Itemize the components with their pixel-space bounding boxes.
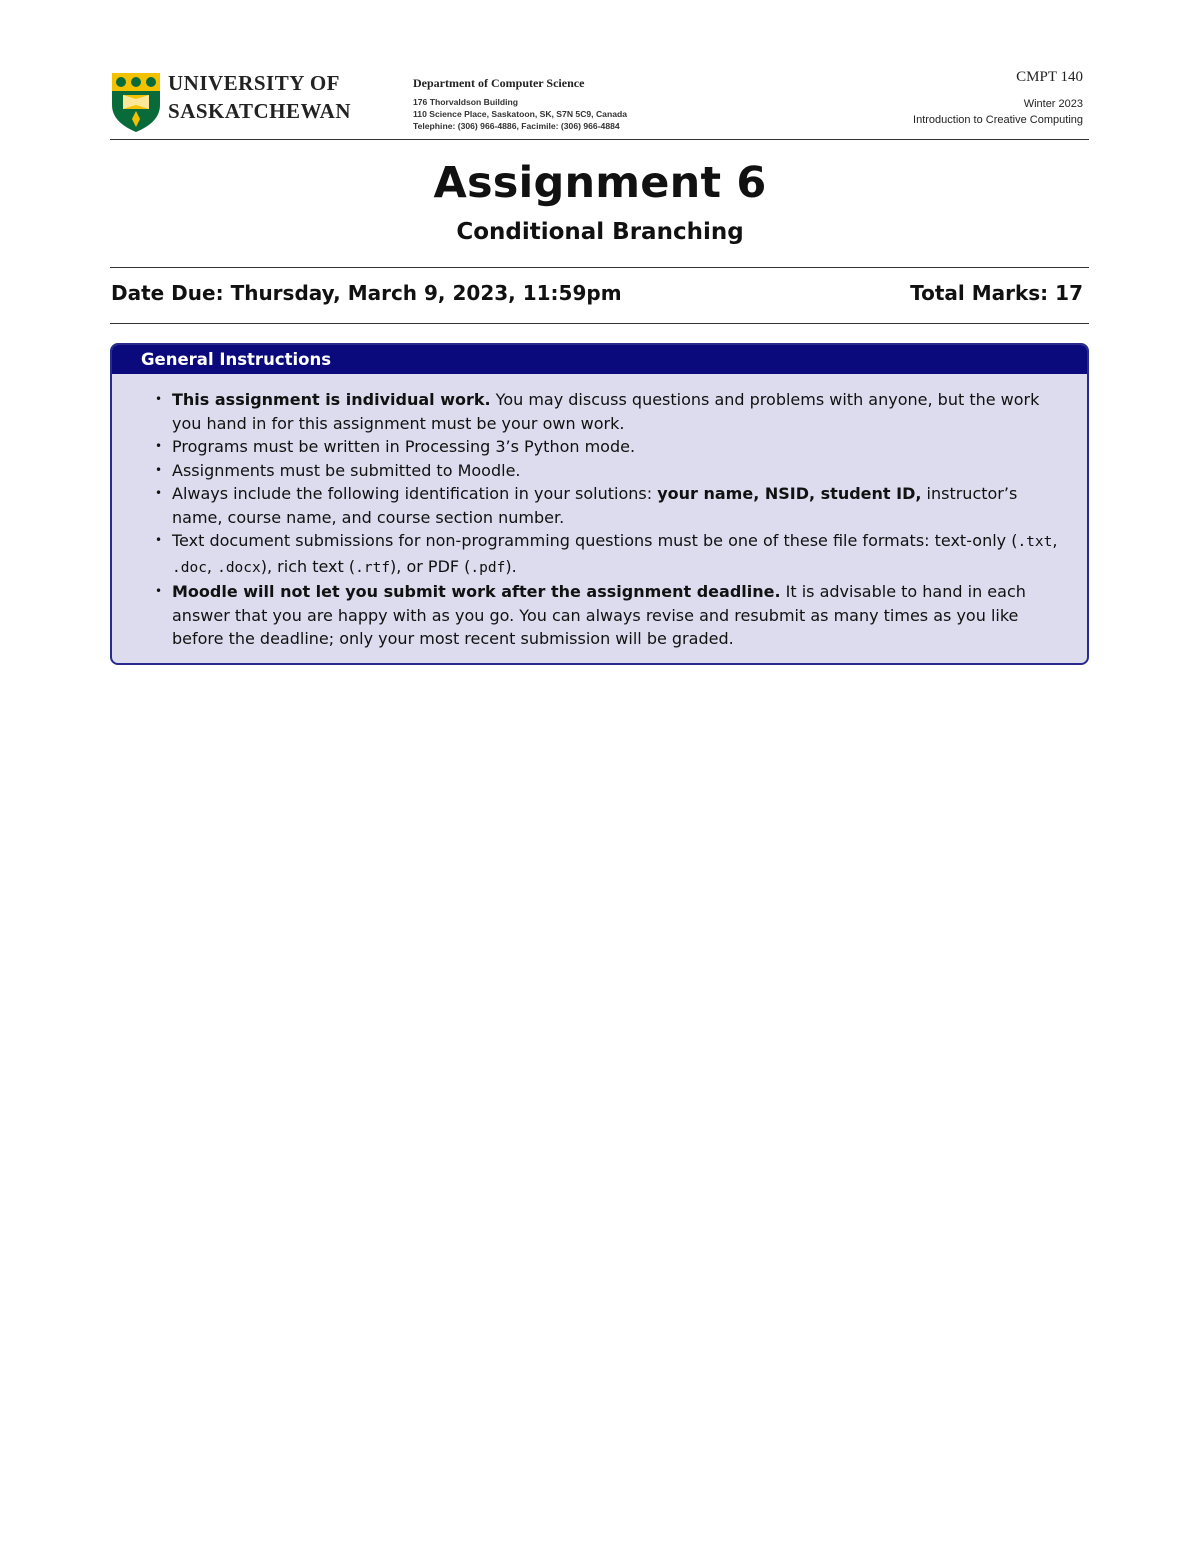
total-marks [910,281,1083,305]
due-date [111,281,622,305]
course-term: Winter 2023 [1023,98,1083,110]
course-code: CMPT 140 [1016,69,1083,85]
instruction-item: • This assignment is individual work. You may discuss questions and problems with anyone, but the work you hand in for this assignment must be your own work. [155,390,1040,433]
instruction-item: • Assignments must be submitted to Moodle. [172,459,1059,483]
total-marks-value: 17 [1055,281,1083,305]
instruction-item: • Always include the following identification in your solutions: your name, NSID, student ID, instructor’s name, course name, and course section number. [155,484,1018,527]
course-info [913,66,1083,128]
university-crest-logo [110,71,162,133]
course-name: Introduction to Creative Computing [913,114,1083,126]
instruction-item: • Moodle will not let you submit work after the assignment deadline. It is advisable to hand in each answer that you are happy with as you go. You can always revise and resubmit as many times as you like before the deadline; only your most recent submission will be graded. [155,582,1026,648]
bullet-icon: • [155,533,163,547]
due-date-label: Date Due: [111,281,224,305]
instruction-item: • Programs must be written in Processing 3’s Python mode. [172,435,1059,459]
instructions-heading: General Instructions [112,345,1087,374]
university-name-line2: SASKATCHEWAN [168,99,351,123]
bullet-icon: • [155,439,163,453]
bullet-icon: • [155,392,163,406]
general-instructions-box [110,343,1089,665]
bullet-icon: • [155,486,163,500]
due-date-value: Thursday, March 9, 2023, 11:59pm [230,281,622,305]
bullet-icon: • [155,584,163,598]
total-marks-label: Total Marks: [910,281,1049,305]
university-wordmark [168,73,351,129]
title-divider [110,267,1089,268]
assignment-title: Assignment 6 [433,158,767,208]
due-divider [110,323,1089,324]
department-name: Department of Computer Science [413,76,585,90]
department-address: 176 Thorvaldson Building 110 Science Place, Saskatoon, SK, S7N 5C9, Canada Telephine: (306) 966-4886, Facimile: (306) 966-4884 [413,97,627,131]
university-name-line1: UNIVERSITY OF [168,71,341,95]
bullet-icon: • [155,462,163,477]
header-divider [110,139,1089,140]
instructions-list [112,374,1087,651]
instruction-item: • Text document submissions for non-programming questions must be one of these file formats: text-only (.txt, .doc, .docx), rich text (.rtf), or PDF (.pdf). [155,531,1058,576]
assignment-subtitle: Conditional Branching [456,219,744,245]
